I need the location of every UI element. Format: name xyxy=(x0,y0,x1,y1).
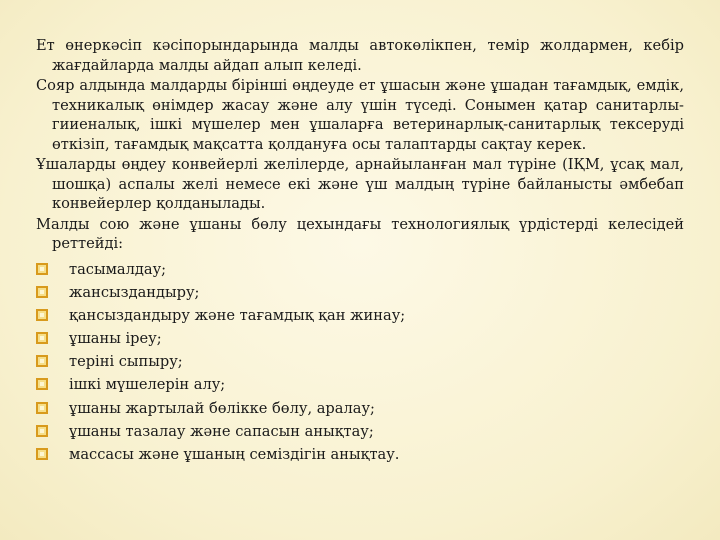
process-steps-list xyxy=(36,258,684,467)
square-bullet-icon xyxy=(36,402,48,414)
list-item xyxy=(36,443,684,466)
square-bullet-icon xyxy=(36,309,48,321)
list-item xyxy=(36,258,684,281)
list-item-text: тасымалдау; xyxy=(69,260,167,278)
paragraph-conveyors: Ұшаларды өңдеу конвейерлі желілерде, арнайыланған мал түріне (ІҚМ, ұсақ мал, шошқа) аспалы желі немесе екі және үш малдың түріне байланысты әмбебап конвейерлер қолданылады. xyxy=(36,156,684,212)
square-bullet-icon xyxy=(36,263,48,275)
list-item-text: массасы және ұшаның семіздігін анықтау. xyxy=(69,446,400,463)
square-bullet-icon xyxy=(36,355,48,367)
square-bullet-icon xyxy=(36,286,48,298)
square-bullet-icon xyxy=(36,332,48,344)
paragraph-transport: Ет өнеркәсіп кәсіпорындарында малды автокөлікпен, темір жолдармен, кебір жағдайларда малды айдап алып келеді. xyxy=(36,37,684,74)
list-item-text: ұшаны жартылай бөлікке бөлу, аралау; xyxy=(69,399,375,417)
list-item xyxy=(36,397,684,420)
list-item-text: жансыздандыру; xyxy=(69,283,200,301)
list-item xyxy=(36,373,684,396)
list-item xyxy=(36,350,684,373)
slide-content xyxy=(36,36,684,466)
list-item xyxy=(36,281,684,304)
list-item-text: ұшаны іреу; xyxy=(69,330,162,348)
list-item-text: ұшаны тазалау және сапасын анықтау; xyxy=(69,422,374,440)
list-item-text: теріні сыпыру; xyxy=(69,353,183,371)
paragraph-process-intro: Малды сою және ұшаны бөлу цехындағы технологиялық үрдістерді келесідей реттейді: xyxy=(36,215,684,252)
list-item-text: ішкі мүшелерін алу; xyxy=(69,376,226,394)
list-item xyxy=(36,304,684,327)
list-item xyxy=(36,420,684,443)
square-bullet-icon xyxy=(36,425,48,437)
list-item xyxy=(36,327,684,350)
list-item-text: қансыздандыру және тағамдық қан жинау; xyxy=(69,306,406,324)
square-bullet-icon xyxy=(36,448,48,460)
square-bullet-icon xyxy=(36,378,48,390)
paragraph-processing: Сояр алдында малдарды бірінші өңдеуде ет ұшасын және ұшадан тағамдық, емдік, техникалық өнімдер жасау және алу үшін түседі. Сонымен қатар санитарлы-гииеналық, ішкі мүшелер мен ұшаларға ветеринарлық-санитарлық тексеруді өткізіп, тағамдық мақсатта қолдануға осы талаптарды сақтау керек. xyxy=(36,77,684,153)
